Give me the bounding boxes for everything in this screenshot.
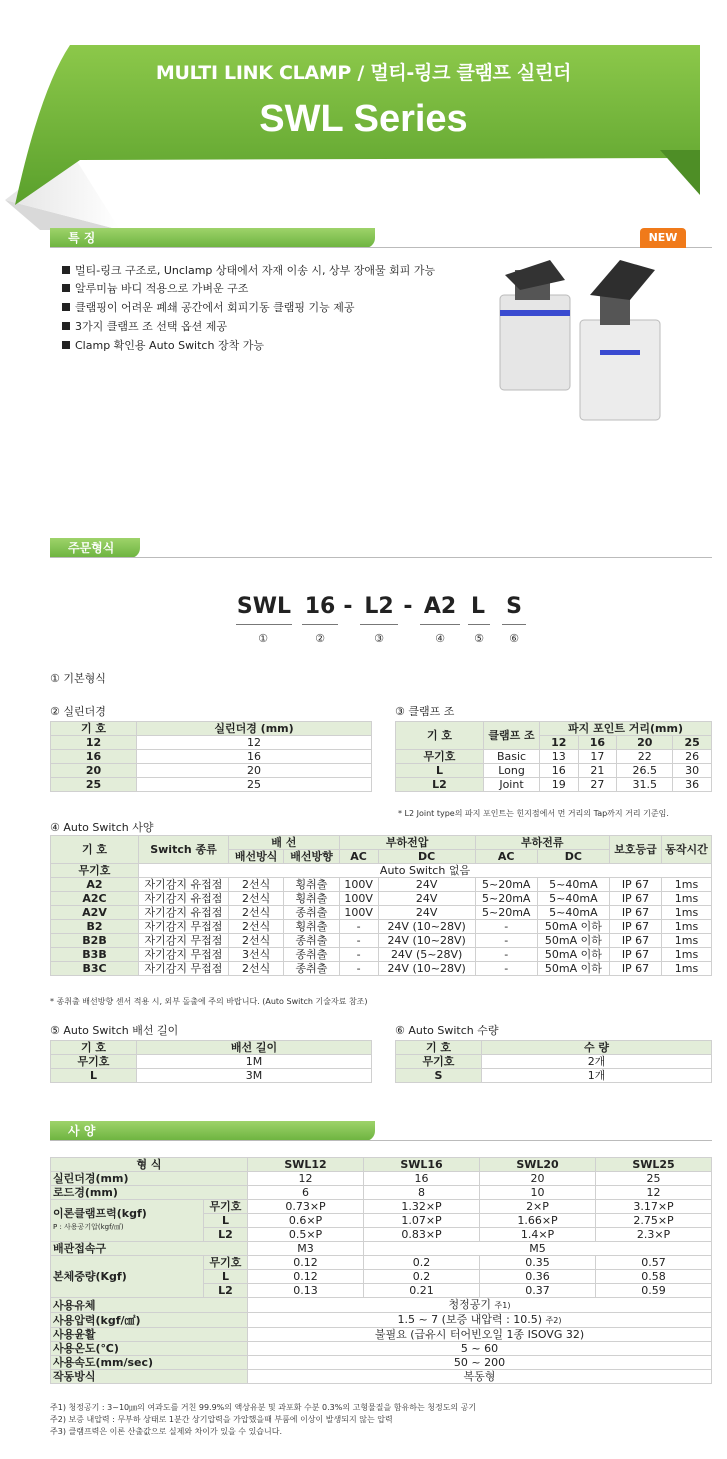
spec-table: 형 식 SWL12 SWL16 SWL20 SWL25 실린더경(mm) 12 16 20 25 로드경(mm) 6 8 10 12 이론클램프력(kgf) P : 사용공기압(kgf/㎠) 무기호 0.73×P 1.32×P 2×P 3.17×P L 0.6×P 1.07×P 1.66×P 2.75×P L2 0.5×P 0.83×P 1.4×P 2.3×P 배관접속구 M3 M5 본체중량(Kgf) 무기호 0.12 0.2 0.35 0.57 L 0.12 0.2 0.36 0.58 L2 0.13 0.21 0.37 0.59 사용유체 청정공기 주1) 사용압력(kgf/㎠) 1.5 ~ 7 (보증 내압력 : 10.5) 주2) 사용윤활 불필요 (급유시 터어빈오일 1종 ISOVG 32) 사용온도(℃) 5 ~ 60 사용속도(mm/sec) 50 ~ 200 작동방식 복동형 bbox=[50, 1157, 712, 1384]
feature-item: 클램핑이 어려운 폐쇄 공간에서 회피기동 클램핑 기능 제공 bbox=[62, 299, 355, 315]
code-length: L bbox=[470, 594, 486, 619]
code-num: ⑥ bbox=[509, 632, 519, 645]
switch-row: A2V 자기감지 유접점 2선식 종취출 100V 24V 5~20mA 5~40mA IP 67 1ms bbox=[51, 906, 712, 920]
code-series: SWL bbox=[236, 594, 292, 619]
code-jaw: L2 bbox=[364, 594, 394, 619]
switch-row: B3C 자기감지 무접점 2선식 종취출 - 24V (10~28V) - 50mA 이하 IP 67 1ms bbox=[51, 962, 712, 976]
basic-label: ① 기본형식 bbox=[50, 672, 106, 685]
code-num: ④ bbox=[435, 632, 445, 645]
code-num: ① bbox=[258, 632, 268, 645]
code-num: ③ bbox=[374, 632, 384, 645]
bore-table: 기 호 실린더경 (mm) 12 12 16 16 20 20 25 25 bbox=[50, 721, 372, 792]
features-header-label: 특 징 bbox=[50, 228, 375, 248]
length-label: ⑤ Auto Switch 배선 길이 bbox=[50, 1024, 179, 1037]
code-switch: A2 bbox=[423, 594, 457, 619]
new-badge: NEW bbox=[640, 228, 686, 248]
code-dash: - bbox=[343, 594, 353, 619]
switch-row: B2 자기감지 무접점 2선식 횡취출 - 24V (10~28V) - 50mA 이하 IP 67 1ms bbox=[51, 920, 712, 934]
switch-note: * 종취출 배선방향 센서 적용 시, 외부 돌출에 주의 바랍니다. (Auto Switch 기술자료 참조) bbox=[50, 997, 368, 1006]
switch-row: A2C 자기감지 유접점 2선식 횡취출 100V 24V 5~20mA 5~40mA IP 67 1ms bbox=[51, 892, 712, 906]
banner-title: SWL Series bbox=[259, 98, 468, 140]
code-bore: 16 bbox=[304, 594, 336, 619]
feature-item: 멀티-링크 구조로, Unclamp 상태에서 자재 이송 시, 상부 장애물 회피 가능 bbox=[62, 262, 435, 278]
feature-item: 3가지 클램프 조 선택 옵션 제공 bbox=[62, 318, 227, 334]
qty-table: 기 호 수 량 무기호 2개 S 1개 bbox=[395, 1040, 712, 1083]
switch-row: B3B 자기감지 무접점 3선식 종취출 - 24V (5~28V) - 50mA 이하 IP 67 1ms bbox=[51, 948, 712, 962]
switch-label: ④ Auto Switch 사양 bbox=[50, 821, 154, 834]
spec-header-label: 사 양 bbox=[50, 1121, 375, 1141]
switch-row: A2 자기감지 유접점 2선식 횡취출 100V 24V 5~20mA 5~40mA IP 67 1ms bbox=[51, 878, 712, 892]
code-num: ⑤ bbox=[474, 632, 484, 645]
code-dash: - bbox=[403, 594, 413, 619]
code-num: ② bbox=[315, 632, 325, 645]
jaw-table: 기 호 클램프 조 파지 포인트 거리(mm) 12 16 20 25 무기호 Basic 13 17 22 26 L Long 16 21 26.5 30 L2 Joint 19 27 31.5 36 bbox=[395, 721, 712, 792]
switch-row: B2B 자기감지 무접점 2선식 종취출 - 24V (10~28V) - 50mA 이하 IP 67 1ms bbox=[51, 934, 712, 948]
length-table: 기 호 배선 길이 무기호 1M L 3M bbox=[50, 1040, 372, 1083]
order-header-label: 주문형식 bbox=[50, 538, 140, 558]
product-image bbox=[480, 250, 710, 430]
feature-item: 알루미늄 바디 적용으로 가벼운 구조 bbox=[62, 280, 248, 296]
spec-note-1: 주1) 청정공기 : 3~10㎛의 여과도를 거친 99.9%의 액상유분 및 과포화 수분 0.3%의 고형물질을 함유하는 청정도의 공기 bbox=[50, 1403, 477, 1412]
banner bbox=[0, 0, 727, 230]
order-header bbox=[50, 538, 712, 558]
code-qty: S bbox=[506, 594, 522, 619]
banner-subtitle: MULTI LINK CLAMP / 멀티-링크 클램프 실린더 bbox=[155, 62, 572, 84]
jaw-note: * L2 Joint type의 파지 포인트는 힌지점에서 먼 거리의 Tap까지 거리 기준임. bbox=[398, 809, 669, 818]
spec-header bbox=[50, 1121, 712, 1141]
features-header bbox=[50, 228, 712, 248]
feature-item: Clamp 확인용 Auto Switch 장착 가능 bbox=[62, 337, 264, 353]
switch-table: 기 호 Switch 종류 배 선 부하전압 부하전류 보호등급 동작시간 배선방식 배선방향 AC DC AC DC 무기호 Auto Switch 없음 A2 자기감지 유접점 2선식 횡취출 100V 24V 5~20mA 5~40mA IP 67 1ms A2C 자기감지 유접점 2선식 횡취출 100V 24V 5~20mA 5~40mA IP 67 1ms A2V 자기감지 유접점 2선식 종취출 100V 24V 5~20mA 5~40mA IP 67 1ms B2 자기감지 무접점 2선식 횡취출 - 24V (10~28V) - 50mA 이하 IP 67 1ms B2B 자기감지 무접점 2선식 종취출 - 24V (10~28V) - 50mA 이하 IP 67 1ms B3B 자기감지 무접점 3선식 종취출 - 24V (5~28V) - 50mA 이하 IP 67 1ms B3C 자기감지 무접점 2선식 종취출 - 24V (10~28V) - 50mA 이하 IP 67 1ms bbox=[50, 835, 712, 976]
jaw-label: ③ 클램프 조 bbox=[395, 705, 455, 718]
qty-label: ⑥ Auto Switch 수량 bbox=[395, 1024, 499, 1037]
bore-label: ② 실린더경 bbox=[50, 705, 106, 718]
spec-note-2: 주2) 보증 내압력 : 무부하 상태로 1분간 상기압력을 가압했을때 부품에 이상이 발생되지 않는 압력 bbox=[50, 1415, 393, 1424]
spec-note-3: 주3) 클램프력은 이론 산출값으로 실제와 차이가 있을 수 있습니다. bbox=[50, 1427, 283, 1436]
